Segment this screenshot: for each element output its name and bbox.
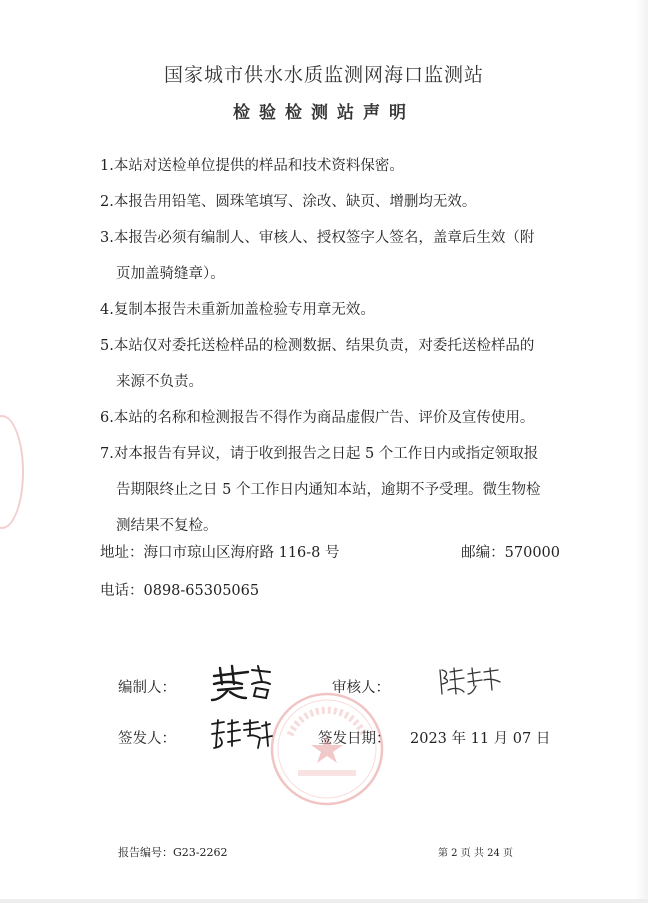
statement-item-7 [100,436,560,544]
page-number: 第 2 页 共 24 页 [438,848,513,859]
statement-item-5 [100,328,560,400]
statement-item-6 [100,400,560,436]
item-number: 3. [100,230,114,246]
item-text-continued: 页加盖骑缝章）。 [116,266,225,282]
statement-item-2 [100,184,560,220]
page-title: 国家城市供水水质监测网海口监测站 [163,64,484,86]
issuer-signature [208,716,274,752]
compiler-label: 编制人： [118,680,176,696]
statement-item-1 [100,148,560,184]
item-text-continued: 来源不负责。 [116,374,203,390]
address-row [100,540,560,566]
item-text: 复制本报告未重新加盖检验专用章无效。 [113,302,375,318]
item-text: 对本报告有异议，请于收到报告之日起 5 个工作日内或指定领取报 [113,446,539,462]
item-text-continued: 告期限终止之日 5 个工作日内通知本站，逾期不予受理。微生物检 [116,482,541,498]
report-number: 报告编号：G23-2262 [118,846,228,859]
official-seal [268,690,386,808]
phone-row [100,578,259,604]
zip-code: 邮编：570000 [461,545,560,561]
page-edge-shadow [636,0,648,903]
page-subtitle: 检验检测站声明 [233,103,415,123]
item-text: 本报告用铅笔、圆珠笔填写、涂改、缺页、增删均无效。 [113,194,477,210]
statement-item-4 [100,292,560,328]
issue-date: 2023 年 11 月 07 日 [410,731,551,747]
seam-seal-fragment [0,415,24,529]
issuer-label: 签发人： [118,731,176,747]
item-number: 7. [100,446,114,462]
item-text-continued-2: 测结果不复检。 [116,518,218,534]
item-number: 1. [100,158,114,174]
item-text: 本站的名称和检测报告不得作为商品虚假广告、评价及宣传使用。 [113,410,535,426]
item-number: 2. [100,194,114,210]
statement-item-3 [100,220,560,292]
address-text: 地址：海口市琼山区海府路 116-8 号 [100,545,340,561]
item-text: 本报告必须有编制人、审核人、授权签字人签名，盖章后生效（附 [113,230,535,246]
item-number: 5. [100,338,114,354]
page-bottom-edge [0,899,648,903]
item-number: 6. [100,410,114,426]
issue-date-label: 签发日期： [318,731,391,747]
statement-list [100,148,560,544]
item-number: 4. [100,302,114,318]
reviewer-signature [436,664,506,698]
item-text: 本站对送检单位提供的样品和技术资料保密。 [113,158,404,174]
item-text: 本站仅对委托送检样品的检测数据、结果负责，对委托送检样品的 [113,338,535,354]
phone-text: 电话：0898-65305065 [100,583,260,599]
reviewer-label: 审核人： [332,680,390,696]
compiler-signature [208,662,274,702]
